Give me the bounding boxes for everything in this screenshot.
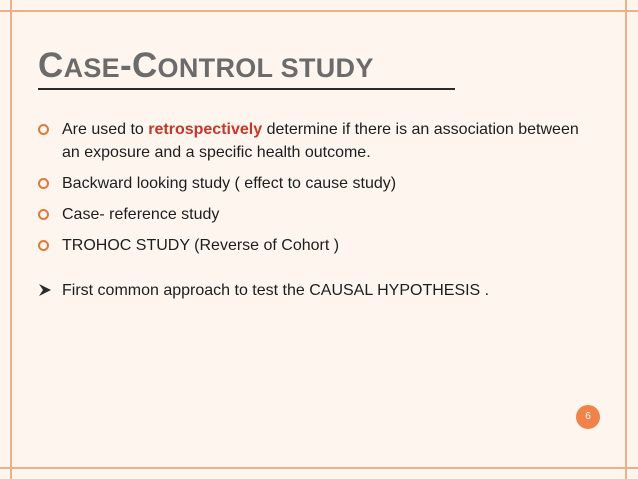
title-cap-2: C bbox=[131, 46, 158, 85]
ring-bullet-icon bbox=[38, 178, 49, 189]
slide-title bbox=[38, 46, 374, 88]
title-cap-1: C bbox=[38, 46, 64, 85]
ring-bullet-icon bbox=[38, 124, 49, 135]
bullet-text-prefix: Are used to bbox=[62, 121, 149, 138]
frame-right-line bbox=[625, 0, 627, 479]
bullet-item-retrospective bbox=[38, 118, 598, 164]
bullet-text: Backward looking study ( effect to cause study) bbox=[62, 175, 397, 192]
title-rest-1: ASE bbox=[63, 53, 120, 83]
title-dash: - bbox=[120, 46, 132, 85]
arrowhead-bullet-icon bbox=[38, 283, 52, 297]
bullet-list bbox=[38, 118, 598, 310]
bullet-item-causal-hypothesis bbox=[38, 279, 598, 302]
bullet-text-suffix: determine if there is an association between an exposure and a specific health outcome. bbox=[62, 121, 579, 161]
frame-bottom-line bbox=[0, 467, 638, 469]
bullet-text: TROHOC STUDY (Reverse of Cohort ) bbox=[62, 237, 340, 254]
bullet-highlight-word: retrospectively bbox=[148, 121, 263, 138]
title-underline bbox=[38, 88, 455, 90]
frame-left-line bbox=[10, 0, 12, 479]
ring-bullet-icon bbox=[38, 209, 49, 220]
ring-bullet-icon bbox=[38, 240, 49, 251]
bullet-text: Case- reference study bbox=[62, 206, 220, 223]
bullet-item-backward bbox=[38, 172, 598, 195]
bullet-text: First common approach to test the CAUSAL HYPOTHESIS . bbox=[62, 282, 490, 299]
bullet-item-trohoc bbox=[38, 234, 598, 257]
bullet-spacer bbox=[38, 265, 598, 279]
page-number-badge: 6 bbox=[576, 405, 600, 429]
title-rest-2: ONTROL STUDY bbox=[157, 53, 374, 83]
bullet-item-case-reference bbox=[38, 203, 598, 226]
frame-top-line bbox=[0, 10, 638, 12]
